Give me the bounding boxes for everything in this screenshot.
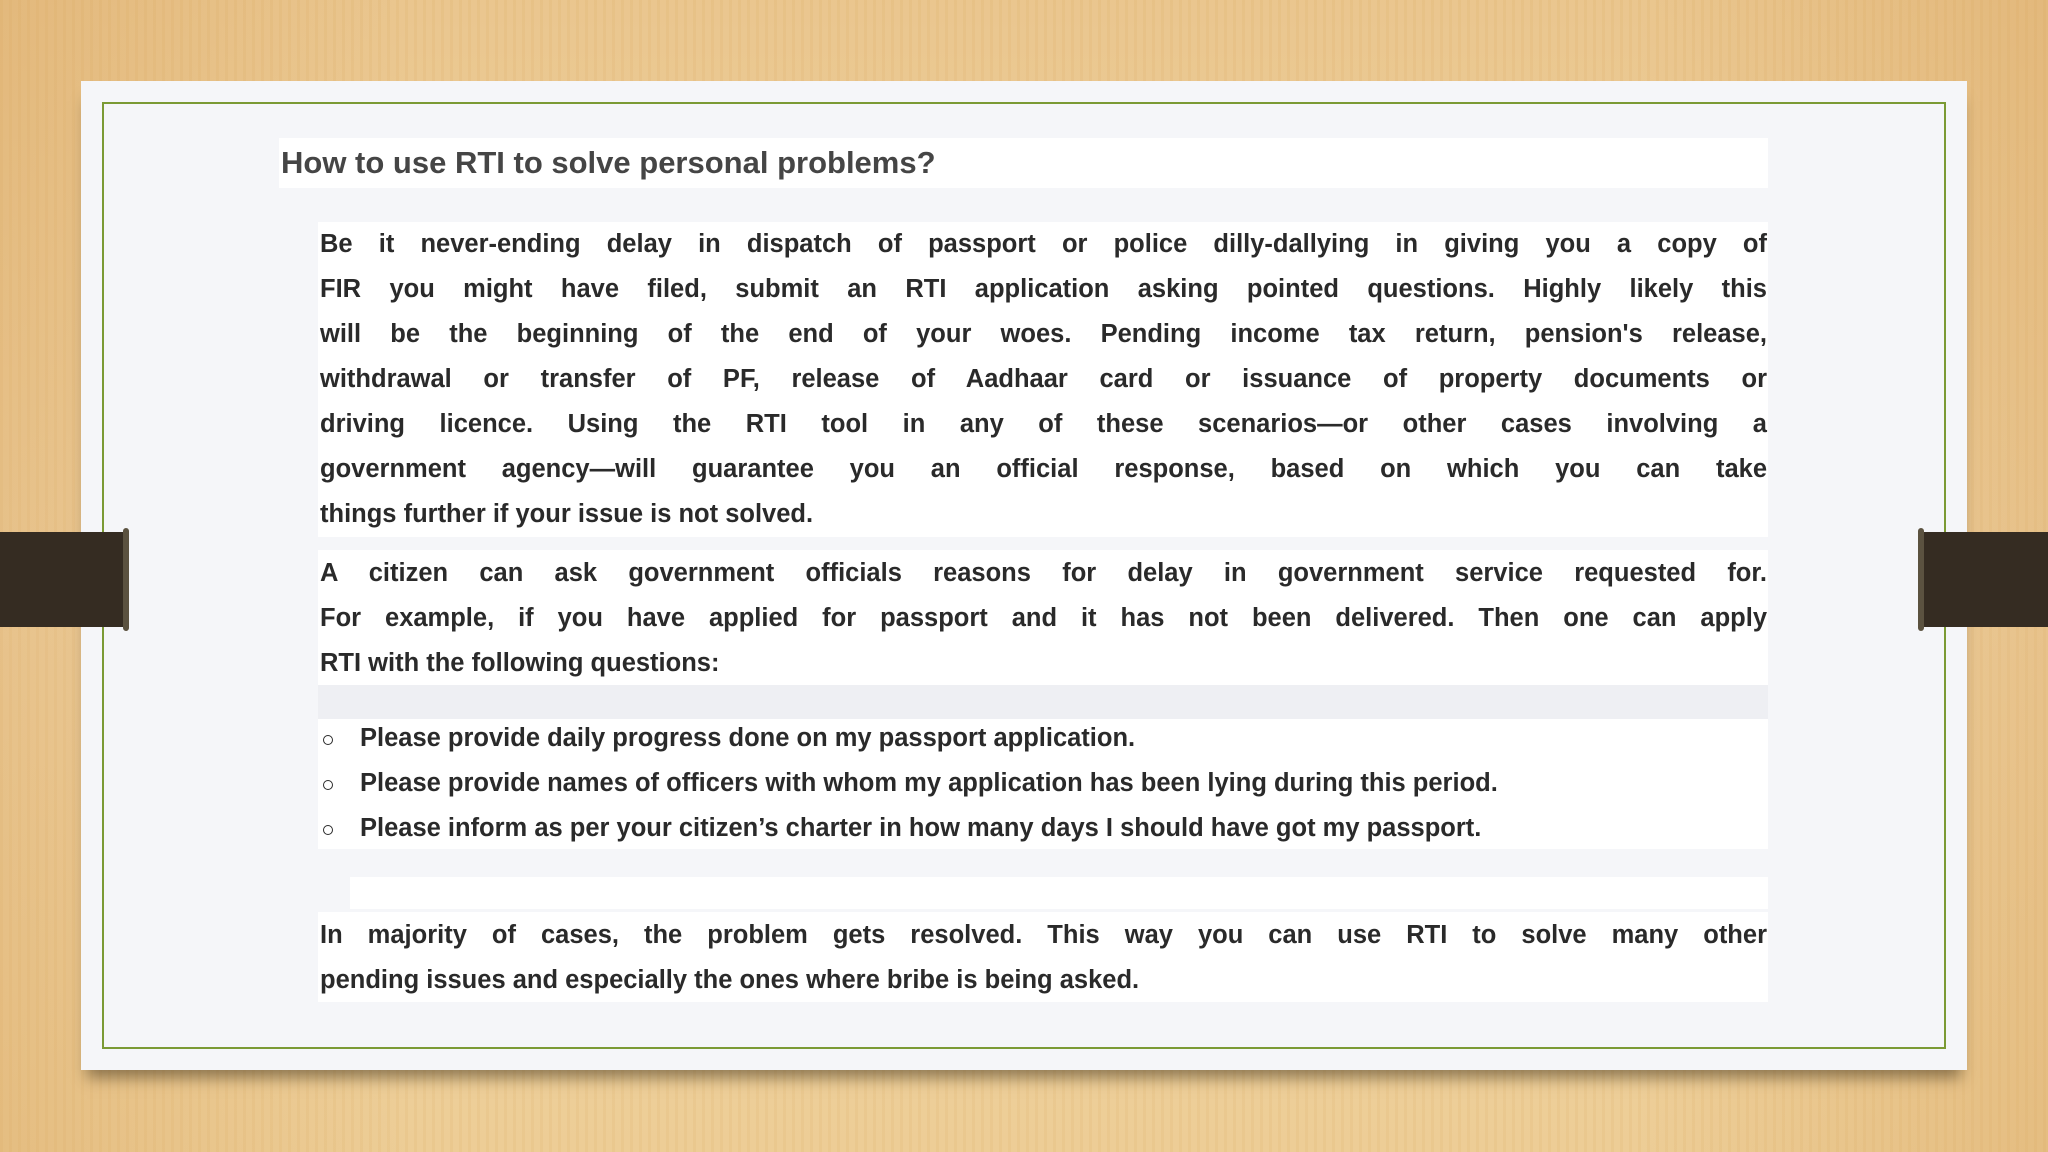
paragraph-line: driving licence. Using the RTI tool in any of these scenarios—or other cases involving a [320, 410, 1767, 438]
gap-band [318, 685, 1768, 719]
blank-band [350, 877, 1768, 909]
paragraph-line: A citizen can ask government officials reasons for delay in government service requested for. [320, 559, 1767, 587]
slide-title: How to use RTI to solve personal problems? [281, 145, 936, 180]
paragraph-line: government agency—will guarantee you an official response, based on which you can take [320, 455, 1767, 483]
paragraph-line: Be it never-ending delay in dispatch of passport or police dilly-dallying in giving you a copy of [320, 230, 1767, 258]
hollow-circle-icon [323, 735, 333, 745]
paragraph-line: withdrawal or transfer of PF, release of Aadhaar card or issuance of property documents or [320, 365, 1767, 393]
bullet-item [320, 761, 1770, 806]
paragraph-line: FIR you might have filed, submit an RTI application asking pointed questions. Highly likely this [320, 275, 1767, 303]
clip-end [123, 528, 129, 631]
right-binder-clip [1920, 532, 2048, 627]
paragraph-line: pending issues and especially the ones where bribe is being asked. [320, 966, 1140, 994]
paragraph-line: things further if your issue is not solved. [320, 500, 814, 528]
bullet-item [320, 716, 1770, 761]
hollow-circle-icon [323, 780, 333, 790]
bullet-text: Please provide daily progress done on my passport application. [360, 724, 1136, 752]
bullet-text: Please inform as per your citizen’s charter in how many days I should have got my passport. [360, 814, 1482, 842]
clip-end [1918, 528, 1924, 631]
paragraph-line: will be the beginning of the end of your woes. Pending income tax return, pension's release, [320, 320, 1767, 348]
paragraph-line: RTI with the following questions: [320, 649, 720, 677]
bullet-text: Please provide names of officers with whom my application has been lying during this period. [360, 769, 1498, 797]
bullet-item [320, 806, 1770, 851]
paragraph-line: For example, if you have applied for passport and it has not been delivered. Then one can apply [320, 604, 1767, 632]
hollow-circle-icon [323, 825, 333, 835]
paragraph-line: In majority of cases, the problem gets resolved. This way you can use RTI to solve many other [320, 921, 1767, 949]
left-binder-clip [0, 532, 127, 627]
